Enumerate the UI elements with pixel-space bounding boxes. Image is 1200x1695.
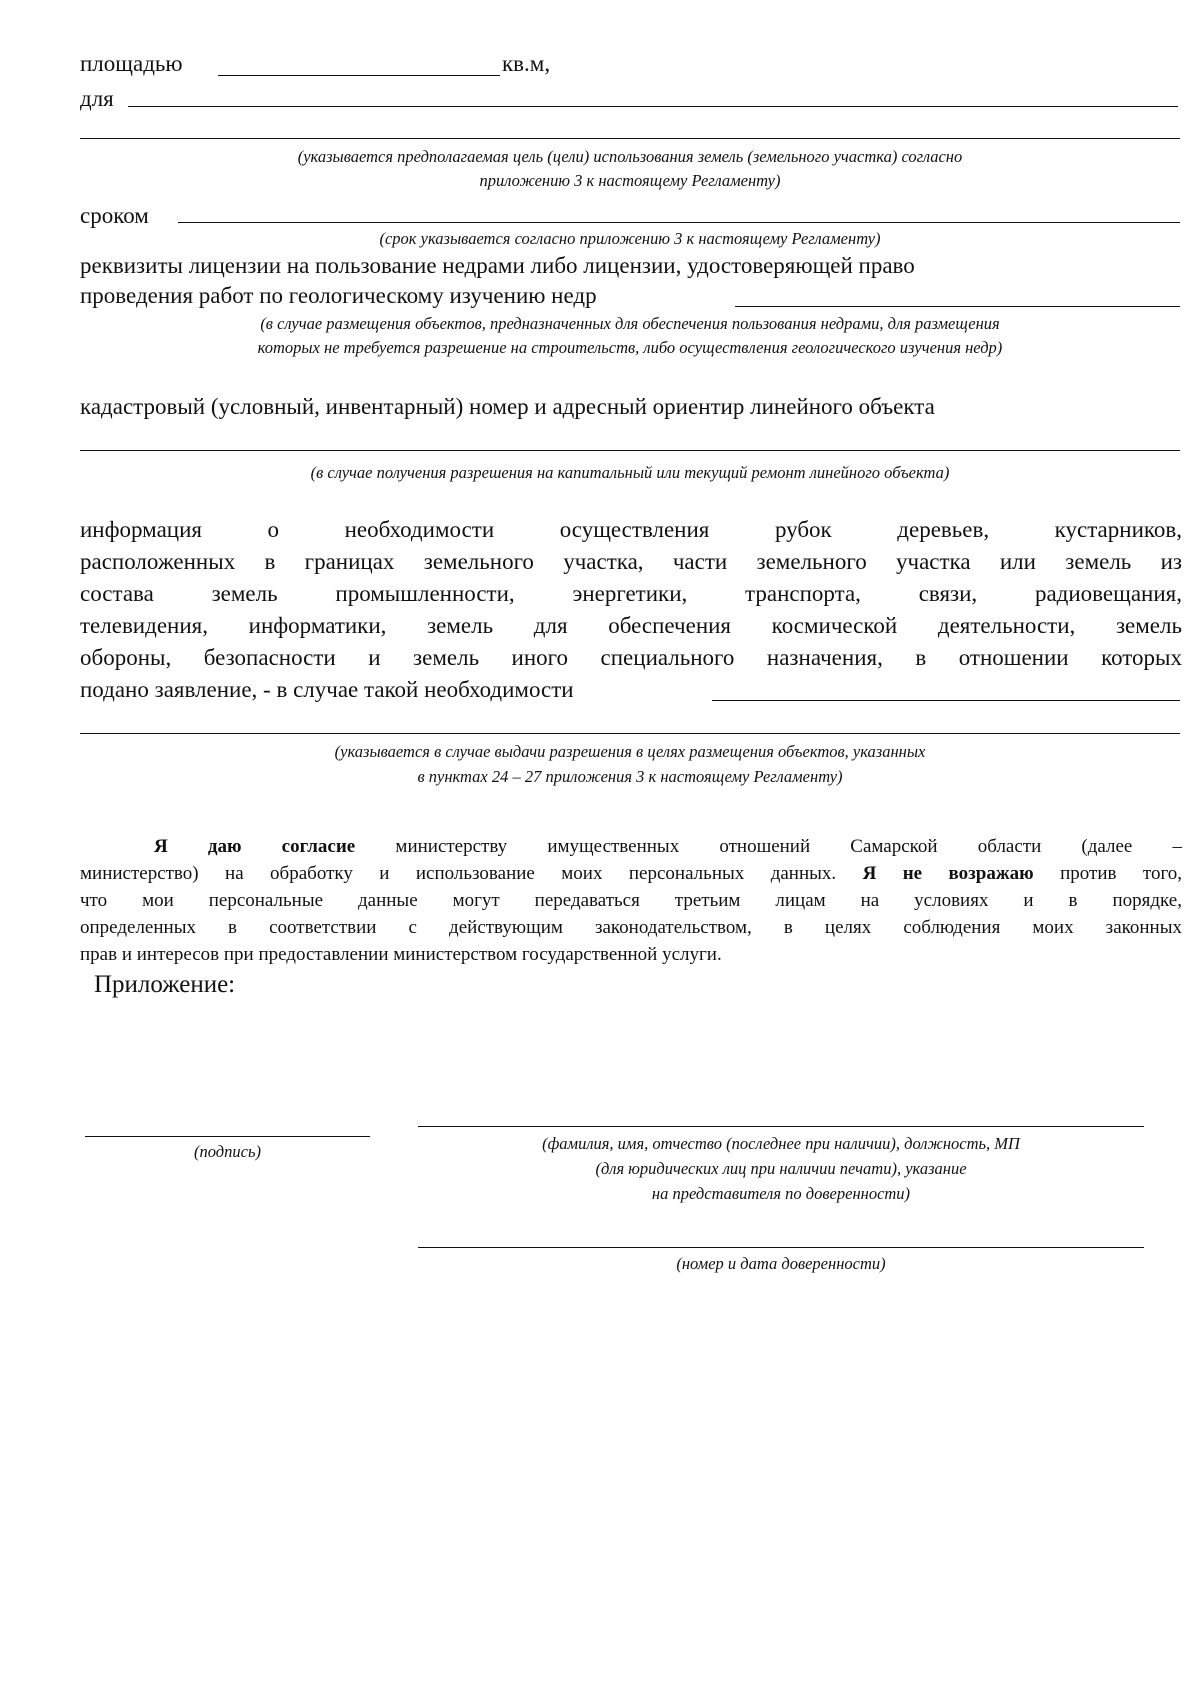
license-field[interactable] xyxy=(735,306,1180,307)
consent-bold-2: Я не возражаю xyxy=(862,863,1034,884)
felling-line-4: телевидения, информатики, земель для обеспечения космической деятельности, земель xyxy=(80,613,1182,638)
area-field[interactable] xyxy=(218,75,500,76)
purpose-note-line-2: приложению 3 к настоящему Регламенту) xyxy=(479,171,781,190)
consent-bold-1: Я даю согласие xyxy=(154,836,356,857)
purpose-label: для xyxy=(80,86,114,111)
license-text-line-2: проведения работ по геологическому изучению недр xyxy=(80,283,597,308)
cadastral-field[interactable] xyxy=(80,450,1180,451)
felling-field-continued[interactable] xyxy=(80,733,1180,734)
proxy-field[interactable] xyxy=(418,1247,1144,1248)
consent-line-3: что мои персональные данные могут передаваться третьим лицам на условиях и в порядке, xyxy=(80,890,1182,911)
consent-line-5: прав и интересов при предоставлении министерством государственной услуги. xyxy=(80,944,722,965)
term-label: сроком xyxy=(80,203,149,228)
felling-note-line-1: (указывается в случае выдачи разрешения в целях размещения объектов, указанных xyxy=(334,742,926,761)
purpose-field[interactable] xyxy=(128,106,1178,107)
license-text-line-1: реквизиты лицензии на пользование недрами либо лицензии, удостоверяющей право xyxy=(80,253,915,278)
license-note-line-2: которых не требуется разрешение на строительств, либо осуществления геологического изучения недр) xyxy=(257,338,1003,357)
signature-field[interactable] xyxy=(85,1136,370,1137)
area-unit: кв.м, xyxy=(502,51,551,76)
consent-line-4: определенных в соответствии с действующим законодательством, в целях соблюдения моих законных xyxy=(80,917,1182,938)
name-field[interactable] xyxy=(418,1126,1144,1127)
area-label: площадью xyxy=(80,51,183,76)
felling-note-line-2: в пунктах 24 – 27 приложения 3 к настоящему Регламенту) xyxy=(417,767,843,786)
felling-line-1: информация о необходимости осуществления рубок деревьев, кустарников, xyxy=(80,517,1182,542)
felling-line-2: расположенных в границах земельного участка, части земельного участка или земель из xyxy=(80,549,1182,574)
cadastral-text: кадастровый (условный, инвентарный) номер и адресный ориентир линейного объекта xyxy=(80,394,935,419)
consent-line-2-a: министерство) на обработку и использование моих персональных данных. xyxy=(80,863,837,884)
signature-note: (подпись) xyxy=(194,1142,261,1161)
name-note-line-3: на представителя по доверенности) xyxy=(651,1184,911,1203)
cadastral-note: (в случае получения разрешения на капитальный или текущий ремонт линейного объекта) xyxy=(310,463,950,482)
consent-line-1 xyxy=(80,834,1182,860)
consent-line-1-rest: министерству имущественных отношений Самарской области (далее – xyxy=(395,836,1183,857)
felling-field[interactable] xyxy=(712,700,1180,701)
proxy-note: (номер и дата доверенности) xyxy=(676,1254,886,1273)
term-note: (срок указывается согласно приложению 3 к настоящему Регламенту) xyxy=(379,229,881,248)
consent-line-2 xyxy=(80,861,1182,887)
appendix-label: Приложение: xyxy=(94,971,236,998)
term-field[interactable] xyxy=(178,222,1180,223)
felling-line-5: обороны, безопасности и земель иного специального назначения, в отношении которых xyxy=(80,645,1182,670)
purpose-field-continued[interactable] xyxy=(80,138,1180,139)
felling-line-6: подано заявление, - в случае такой необходимости xyxy=(80,677,574,702)
name-note-line-2: (для юридических лиц при наличии печати), указание xyxy=(595,1159,967,1178)
felling-line-3: состава земель промышленности, энергетики, транспорта, связи, радиовещания, xyxy=(80,581,1182,606)
license-note-line-1: (в случае размещения объектов, предназначенных для обеспечения пользования недрами, для размещения xyxy=(260,314,1000,333)
name-note-line-1: (фамилия, имя, отчество (последнее при наличии), должность, МП xyxy=(542,1134,1020,1153)
consent-line-2-b: против того, xyxy=(1060,863,1183,884)
purpose-note-line-1: (указывается предполагаемая цель (цели) использования земель (земельного участка) согласно xyxy=(297,147,963,166)
